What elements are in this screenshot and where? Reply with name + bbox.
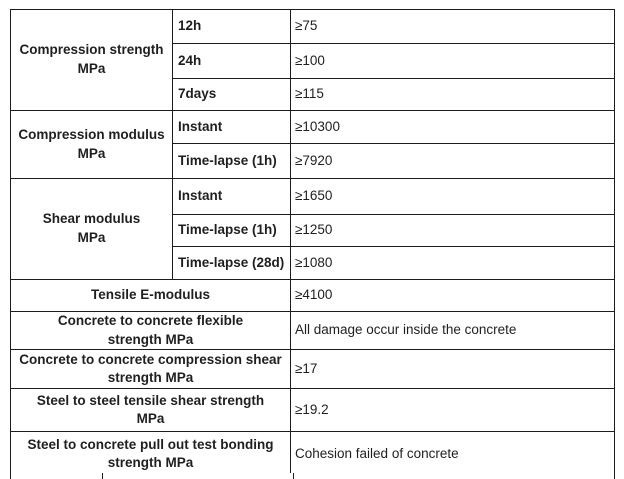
value-cell: Cohesion failed of concrete	[291, 432, 615, 477]
condition-cell: 12h	[173, 10, 291, 44]
condition-cell: 24h	[173, 44, 291, 79]
condition-cell: Time-lapse (28d)	[173, 247, 291, 280]
value-cell: ≥1250	[291, 215, 615, 247]
property-label-line: Shear modulus	[42, 211, 141, 227]
property-cell-steel-concrete-pullout	[11, 432, 291, 477]
property-label-line: Steel to concrete pull out test bonding	[27, 436, 274, 452]
condition-cell: Time-lapse (1h)	[173, 144, 291, 179]
table-row	[11, 280, 615, 312]
property-label-line: Steel to steel tensile shear strength	[36, 392, 265, 408]
property-label-line: MPa	[77, 145, 106, 161]
property-label-line: Concrete to concrete compression shear	[19, 351, 282, 367]
value-cell: ≥17	[291, 350, 615, 389]
condition-cell: Instant	[173, 111, 291, 144]
property-cell-concrete-flexible-strength	[11, 312, 291, 350]
table-row	[11, 111, 615, 144]
property-label-line: MPa	[77, 61, 106, 76]
material-properties-table	[10, 9, 615, 477]
value-cell: ≥4100	[291, 280, 615, 312]
table-row	[11, 312, 615, 350]
property-label-line: strength MPa	[107, 331, 194, 347]
partial-column-divider	[102, 473, 103, 479]
property-cell-steel-tensile-shear	[11, 389, 291, 432]
property-cell-compression-strength	[11, 10, 173, 111]
next-row-partial	[10, 473, 615, 479]
table-row	[11, 10, 615, 44]
table-row	[11, 432, 615, 477]
value-cell: ≥100	[291, 44, 615, 79]
property-label-line: strength MPa	[107, 455, 194, 471]
value-cell: ≥19.2	[291, 389, 615, 432]
property-cell-tensile-e-modulus	[11, 280, 291, 312]
property-label-line: Compression strength	[19, 42, 164, 58]
value-cell: ≥7920	[291, 144, 615, 179]
property-label-line: Concrete to concrete flexible	[57, 313, 244, 328]
property-label-line: strength MPa	[107, 370, 194, 386]
condition-cell: Time-lapse (1h)	[173, 215, 291, 247]
table-row	[11, 389, 615, 432]
value-cell: ≥75	[291, 10, 615, 44]
condition-cell: 7days	[173, 79, 291, 111]
property-label-line: MPa	[136, 411, 165, 427]
value-cell: All damage occur inside the concrete	[291, 312, 615, 350]
value-cell: ≥115	[291, 79, 615, 111]
value-cell: ≥1650	[291, 179, 615, 215]
partial-column-divider	[293, 473, 294, 479]
condition-cell: Instant	[173, 179, 291, 215]
property-label-line: Tensile E-modulus	[90, 287, 210, 303]
value-cell: ≥10300	[291, 111, 615, 144]
property-cell-compression-modulus	[11, 111, 173, 179]
property-label-line: Compression modulus	[18, 126, 165, 142]
value-cell: ≥1080	[291, 247, 615, 280]
table-row	[11, 179, 615, 215]
property-cell-shear-modulus	[11, 179, 173, 280]
property-label-line: MPa	[77, 230, 106, 245]
table-row	[11, 350, 615, 389]
property-cell-concrete-compression-shear	[11, 350, 291, 389]
